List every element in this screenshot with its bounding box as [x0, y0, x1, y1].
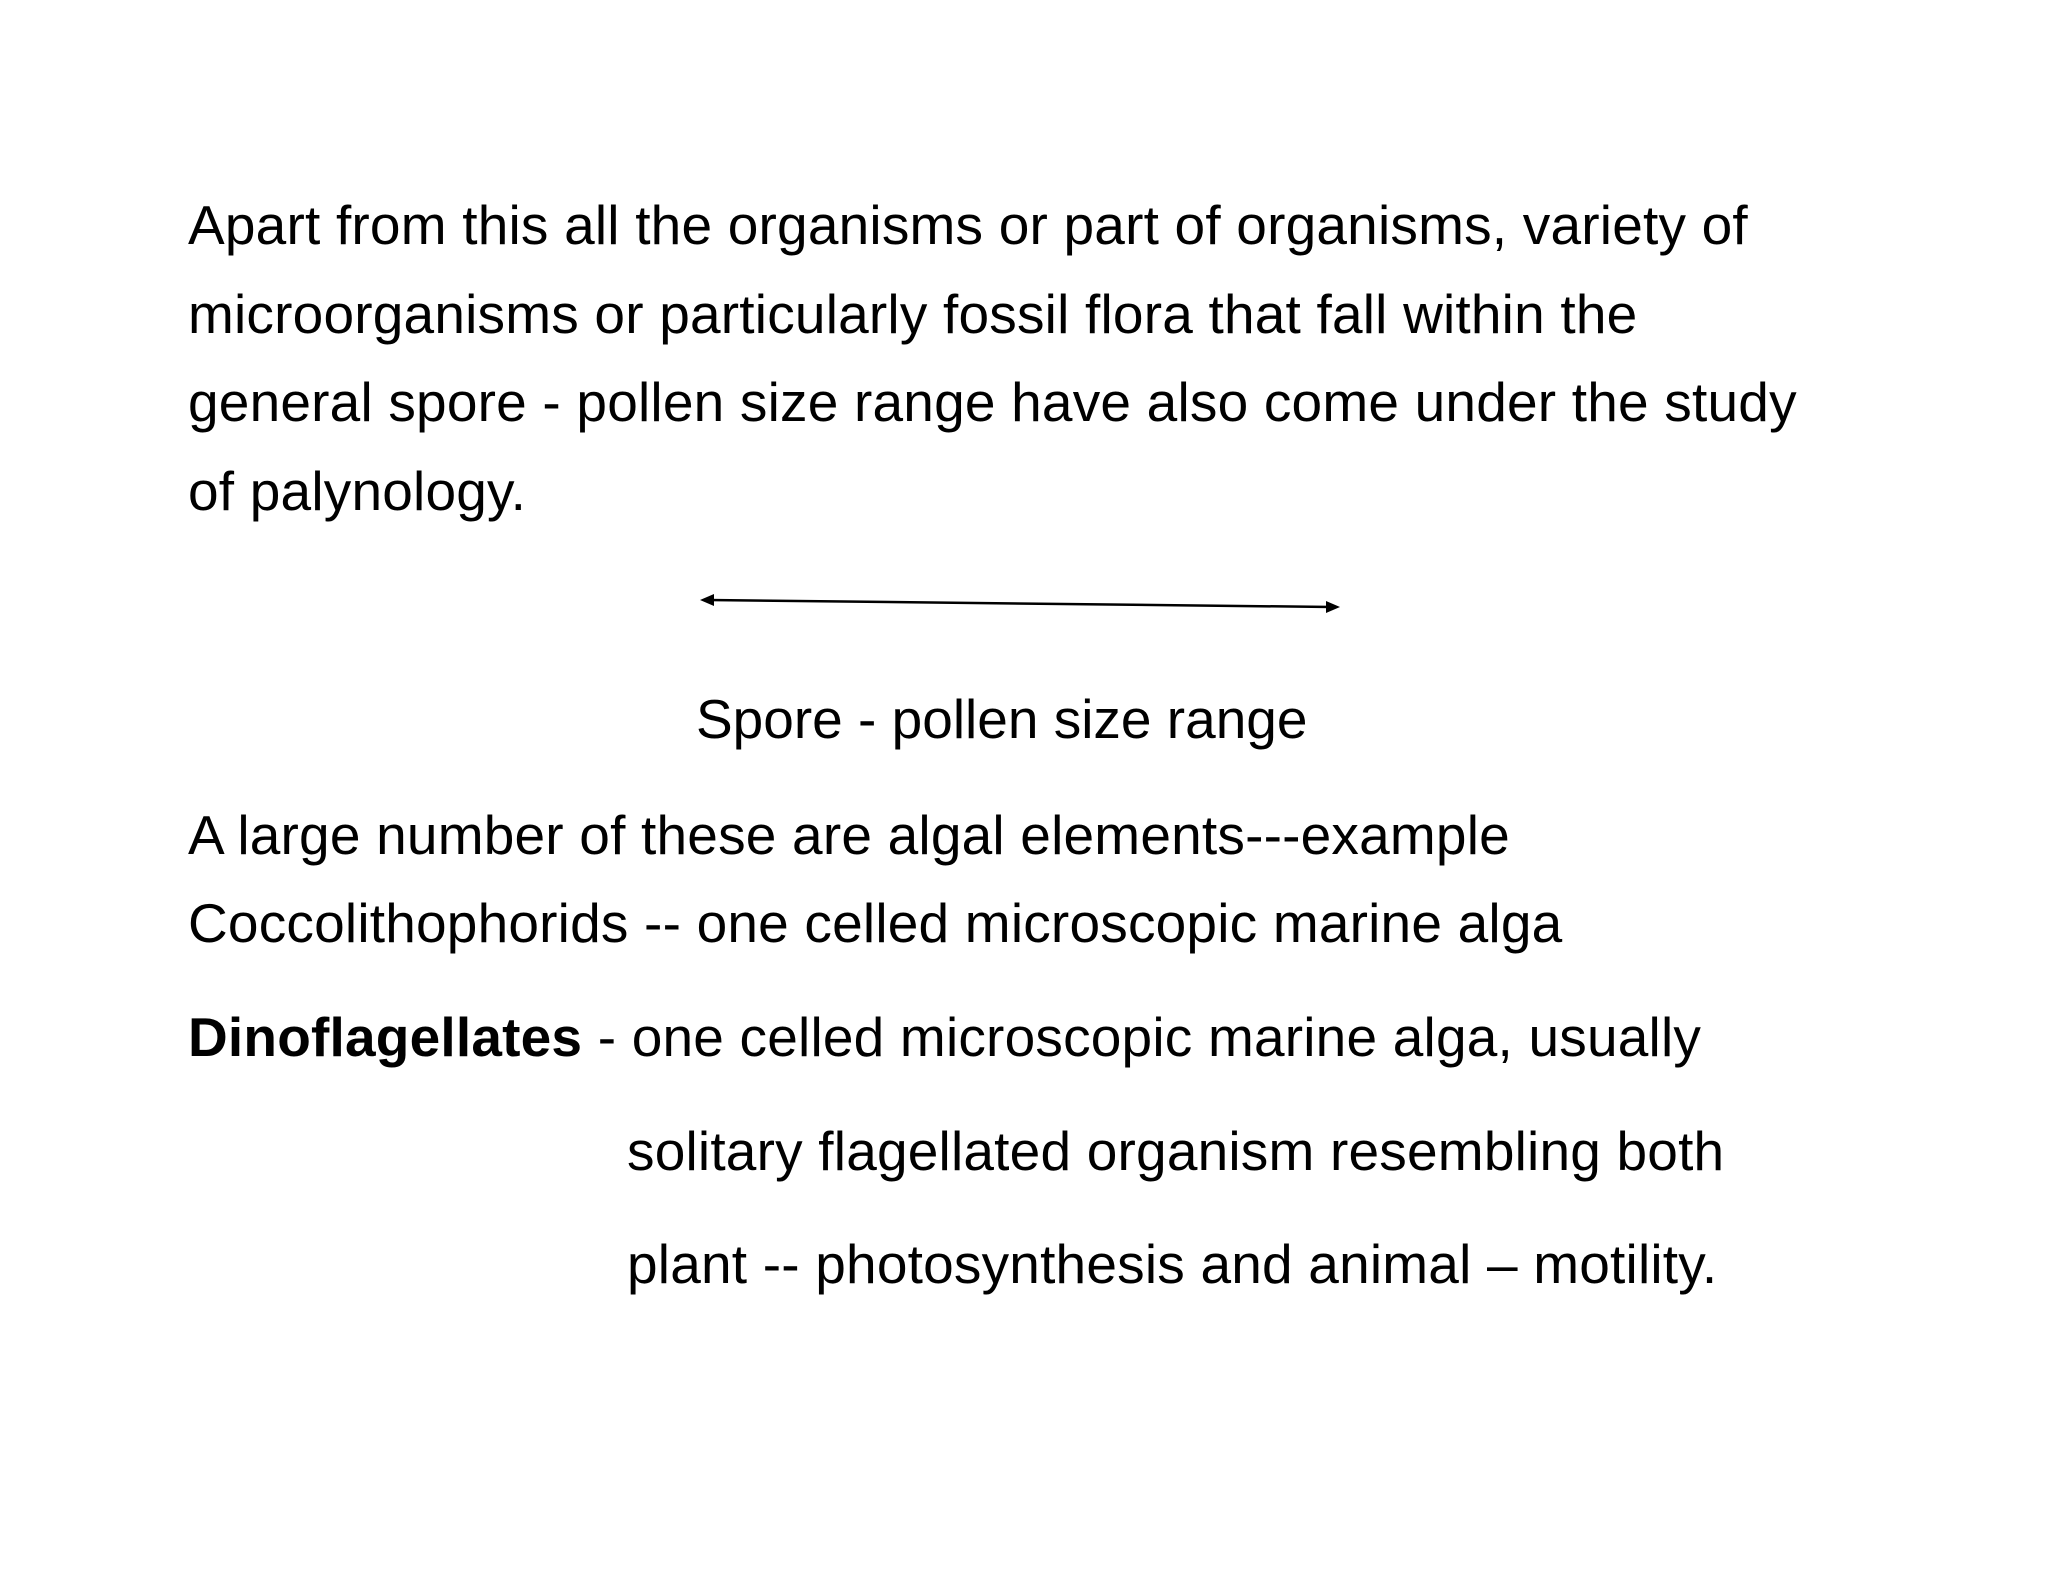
dinoflagellates-definition-line: solitary flagellated organism resembling both: [627, 1120, 1725, 1182]
dinoflagellates-definition-line: plant -- photosynthesis and animal – motility.: [627, 1233, 1718, 1295]
dinoflagellates-definition: [188, 1006, 1702, 1068]
size-range-caption: Spore - pollen size range: [696, 688, 1308, 750]
double-headed-arrow-icon: [700, 588, 1340, 628]
intro-paragraph-line: general spore - pollen size range have also come under the study: [188, 371, 1797, 433]
algal-paragraph-line: Coccolithophorids -- one celled microscopic marine alga: [188, 892, 1563, 954]
algal-paragraph-line: A large number of these are algal elements---example: [188, 804, 1510, 866]
dinoflagellates-definition-line: - one celled microscopic marine alga, usually: [582, 1006, 1702, 1068]
intro-paragraph-line: of palynology.: [188, 460, 527, 522]
intro-paragraph-line: Apart from this all the organisms or part of organisms, variety of: [188, 194, 1748, 256]
dinoflagellates-term: Dinoflagellates: [188, 1006, 583, 1068]
intro-paragraph-line: microorganisms or particularly fossil flora that fall within the: [188, 283, 1638, 345]
